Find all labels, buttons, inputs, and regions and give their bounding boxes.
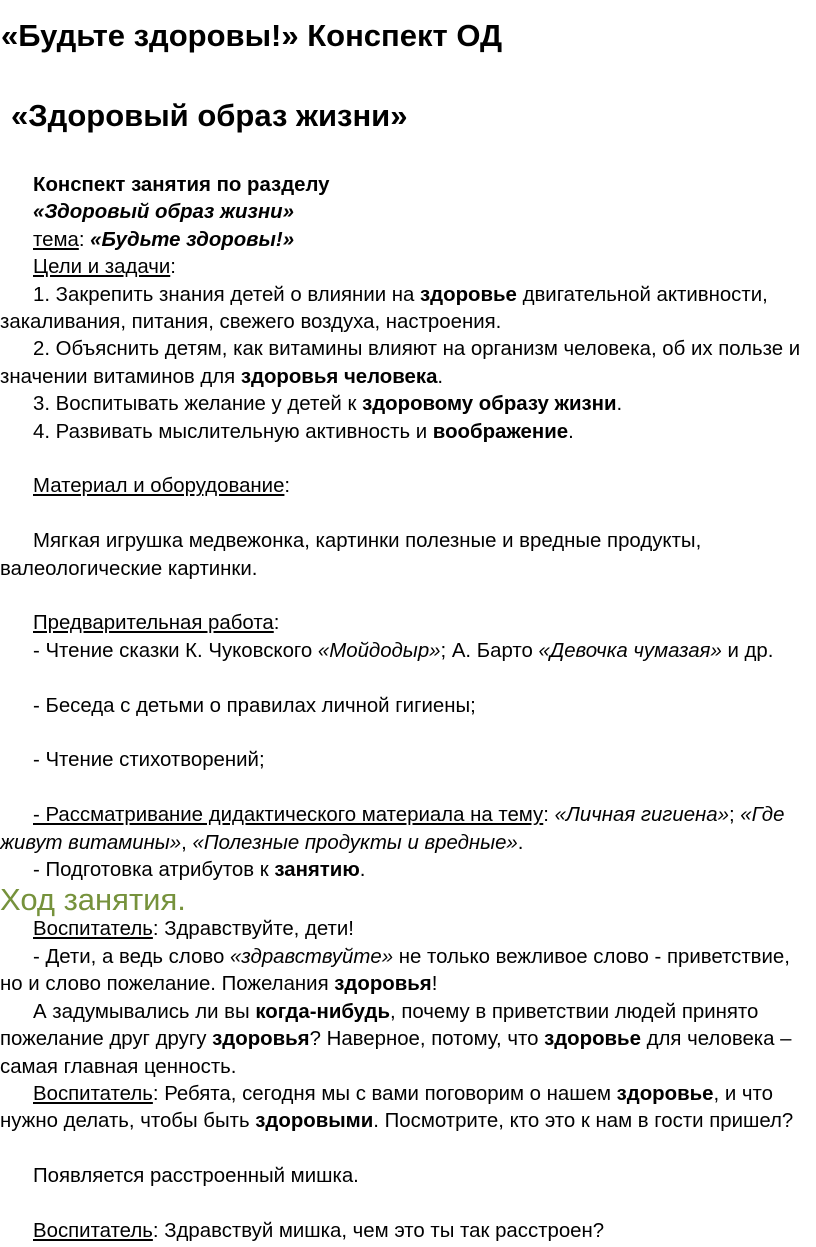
speaker-label: Воспитатель <box>33 1219 153 1242</box>
intro-topic: тема: «Будьте здоровы!» <box>33 228 295 251</box>
prep-item: - Беседа с детьми о правилах личной гигиены; <box>33 694 476 717</box>
topic-label: тема <box>33 228 79 251</box>
spacer <box>0 720 814 747</box>
goal-item: 1. Закрепить знания детей о влиянии на здоровье двигательной активности, закаливания, питания, свежего воздуха, настроения. <box>0 283 768 334</box>
prep-item: - Чтение стихотворений; <box>33 749 265 772</box>
goal-item: 3. Воспитывать желание у детей к здоровому образу жизни. <box>33 393 623 416</box>
document-title: «Будьте здоровы!» Конспект ОД <box>1 18 503 53</box>
prep-label-line: Предварительная работа: <box>33 612 280 635</box>
prep-label: Предварительная работа <box>33 612 274 635</box>
lesson-paragraph: Воспитатель: Здравствуй мишка, чем это ты так расстроен? <box>33 1219 605 1242</box>
goal-item: 2. Объяснить детям, как витамины влияют на организм человека, об их пользе и значении витаминов для здоровья человека. <box>0 338 801 388</box>
lesson-paragraph: Появляется расстроенный мишка. <box>33 1165 359 1188</box>
spacer <box>0 775 814 802</box>
goals-label: Цели и задачи <box>33 256 171 279</box>
goals-label-line: Цели и задачи: <box>33 256 176 279</box>
lesson-paragraph: - Дети, а ведь слово «здравствуйте» не только вежливое слово - приветствие, но и слово пожелание. Пожелания здоровья! <box>0 945 790 996</box>
spacer <box>0 1191 814 1218</box>
prep-item: - Подготовка атрибутов к занятию. <box>33 859 366 882</box>
materials-label: Материал и оборудование <box>33 475 285 498</box>
topic-value: «Будьте здоровы!» <box>90 228 295 251</box>
materials-text: Мягкая игрушка медвежонка, картинки полезные и вредные продукты, валеологические картинки. <box>0 530 702 580</box>
lesson-heading: Ход занятия. <box>0 882 186 918</box>
speaker-label: Воспитатель <box>33 918 153 941</box>
materials-label-line: Материал и оборудование: <box>33 475 291 498</box>
spacer <box>0 583 814 610</box>
goal-item: 4. Развивать мыслительную активность и воображение. <box>33 420 574 443</box>
document-body <box>0 172 814 1245</box>
spacer <box>0 1136 814 1163</box>
intro-heading: Конспект занятия по разделу <box>33 174 330 196</box>
lesson-paragraph: Воспитатель: Здравствуйте, дети! <box>33 918 354 941</box>
lesson-paragraph: А задумывались ли вы когда-нибудь, почему в приветствии людей принято пожелание друг другу здоровья? Наверное, потому, что здоровье для человека – самая главная ценность. <box>0 1000 792 1078</box>
spacer <box>0 665 814 692</box>
spacer <box>0 446 814 473</box>
speaker-label: Воспитатель <box>33 1082 153 1105</box>
intro-section: «Здоровый образ жизни» <box>33 201 294 224</box>
prep-item: - Рассматривание дидактического материала на тему: «Личная гигиена»; «Где живут витамины», «Полезные продукты и вредные». <box>0 804 785 854</box>
document-subtitle: «Здоровый образ жизни» <box>11 98 408 133</box>
lesson-paragraph: Воспитатель: Ребята, сегодня мы с вами поговорим о нашем здоровье, и что нужно делать, чтобы быть здоровыми. Посмотрите, кто это к нам в гости пришел? <box>0 1082 794 1133</box>
spacer <box>0 501 814 528</box>
prep-item: - Чтение сказки К. Чуковского «Мойдодыр»; А. Барто «Девочка чумазая» и др. <box>33 639 774 662</box>
